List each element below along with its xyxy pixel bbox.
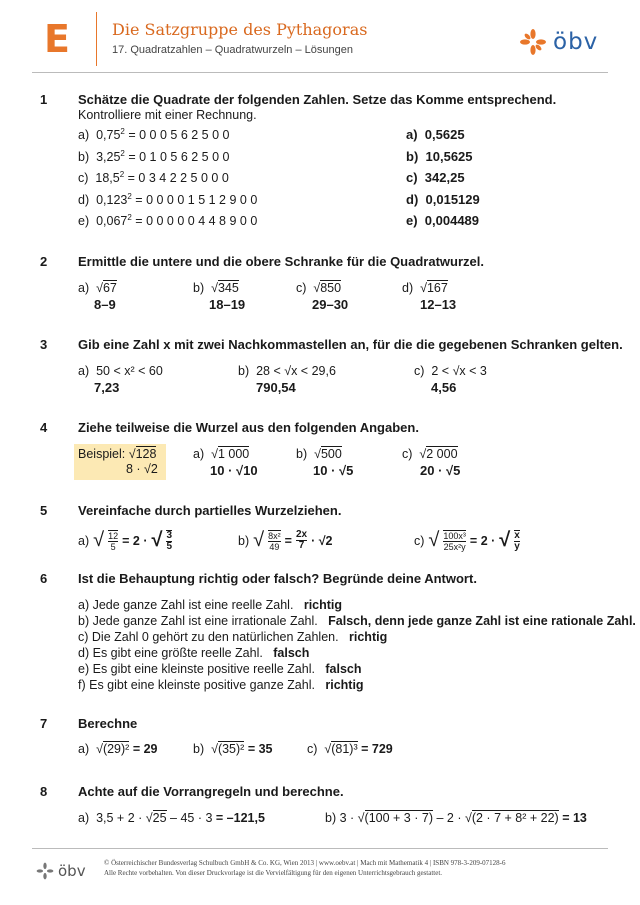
task-question: Ermittle die untere und die obere Schranke für die Quadratwurzel. [78,254,484,269]
task-question: Gib eine Zahl x mit zwei Nachkommastellen an, für die die gegebenen Schranken gelten. [78,337,623,352]
list-item: a) Jede ganze Zahl ist eine reelle Zahl. richtig [78,598,343,612]
footer-logo [36,862,86,880]
header-divider [96,12,97,66]
list-item: c) √(81)³ = 729 [307,742,393,756]
list-item: b) √345 [193,281,239,295]
task-question: Vereinfache durch partielles Wurzelziehen. [78,503,342,518]
list-item: a) √1 000 [193,447,250,461]
page-subtitle: 17. Quadratzahlen – Quadratwurzeln – Lösungen [112,44,353,56]
task-number: 3 [40,337,48,352]
list-item: e) 0,067$^2$ = 0 0 0 0 0 4 4 8 9 0 0 [78,213,258,229]
list-item: d) √167 [402,281,448,295]
answer: d) 0,015129 [406,192,480,207]
list-item: e) Es gibt eine kleinste positive reelle Zahl. falsch [78,662,362,676]
list-item: a) √67 [78,281,117,295]
list-item: c) √ $\frac{\text{100x³}}{\text{25x²y}}$ = 2 · √ x y [414,529,520,552]
task-question: Ist die Behauptung richtig oder falsch? Begründe deine Antwort. [78,571,477,586]
list-item: b) √ $\frac{\text{8x²}}{49}$ = $\frac{2x}{7}$ · √2 [238,529,333,552]
list-item: c) 18,5$^2$ = 0 3 4 2 2 5 0 0 0 [78,170,229,186]
list-item: c) √850 [296,281,342,295]
list-item: b) √(35)² = 35 [193,742,273,756]
answer: 29–30 [312,297,349,312]
answer: b) 10,5625 [406,149,473,164]
publisher-logo-text: öbv [553,29,599,55]
chapter-letter-box [32,10,82,68]
list-item: a) √ $\frac{12}{5}$ = 2 · √ 3 5 [78,529,173,552]
task-number: 6 [40,571,48,586]
answer: 10 · √10 [210,463,258,478]
answer: 8–9 [94,297,116,312]
task-question: Schätze die Quadrate der folgenden Zahlen. Setze das Komme entsprechend. [78,92,557,107]
answer: a) 0,5625 [406,127,465,142]
task-number: 8 [40,784,48,799]
list-item: d) Es gibt eine größte reelle Zahl. falsch [78,646,310,660]
task-number: 4 [40,420,48,435]
footer-rule [32,848,608,849]
task-number: 2 [40,254,48,269]
task-number: 1 [40,92,48,107]
task-question: Ziehe teilweise die Wurzel aus den folgenden Angaben. [78,420,419,435]
task-number: 7 [40,716,48,731]
example-label: Beispiel: √128 [78,447,157,461]
answer: 4,56 [431,380,457,395]
answer: e) 0,004489 [406,213,480,228]
publisher-logo [519,28,598,56]
list-item: c) √2 000 [402,447,458,461]
example-result: 8 · √2 [126,462,158,476]
answer: 10 · √5 [313,463,354,478]
answer: c) 342,25 [406,170,465,185]
answer: 18–19 [209,297,246,312]
list-item: a) 0,75$^2$ = 0 0 0 5 6 2 5 0 0 [78,127,230,143]
list-item: d) 0,123$^2$ = 0 0 0 0 1 5 1 2 9 0 0 [78,192,258,208]
sparkle-icon [519,28,547,56]
list-item: c) Die Zahl 0 gehört zu den natürlichen Zahlen. richtig [78,630,388,644]
list-item: c) 2 < √x < 3 [414,364,487,378]
header-rule [32,72,608,73]
answer: 7,23 [94,380,120,395]
copyright-text: © Österreichischer Bundesverlag Schulbuch GmbH & Co. KG, Wien 2013 | www.oebv.at | Mach mit Mathematik 4 | ISBN 978-3-209-07128-6 Alle Rechte vorbehalten. Von dieser Druckvorlage ist die Vervielfältigung für den eigenen Unterrichtsgebrauch gestattet. [104,859,506,877]
task-question: Berechne [78,716,138,731]
answer: 12–13 [420,297,457,312]
answer: 790,54 [256,380,296,395]
list-item: b) 3 · √(100 + 3 · 7) – 2 · √(2 · 7 + 8² + 22) = 13 [325,811,587,825]
list-item: b) √500 [296,447,342,461]
list-item: a) √(29)² = 29 [78,742,158,756]
task-subtext: Kontrolliere mit einer Rechnung. [78,108,257,122]
list-item: a) 50 < x² < 60 [78,364,163,378]
list-item: b) Jede ganze Zahl ist eine irrationale Zahl. Falsch, denn jede ganze Zahl ist eine rationale Zahl. [78,614,636,628]
page-title: Die Satzgruppe des Pythagoras [112,20,368,39]
list-item: b) 3,25$^2$ = 0 1 0 5 6 2 5 0 0 [78,149,230,165]
list-item: b) 28 < √x < 29,6 [238,364,336,378]
list-item: f) Es gibt eine kleinste positive ganze Zahl. richtig [78,678,364,692]
task-number: 5 [40,503,48,518]
answer: 20 · √5 [420,463,461,478]
sparkle-icon [36,862,54,880]
list-item: a) 3,5 + 2 · √25 – 45 · 3 = –121,5 [78,811,265,825]
task-question: Achte auf die Vorrangregeln und berechne. [78,784,344,799]
chapter-letter: E [44,17,70,61]
footer-logo-text: öbv [58,862,86,880]
